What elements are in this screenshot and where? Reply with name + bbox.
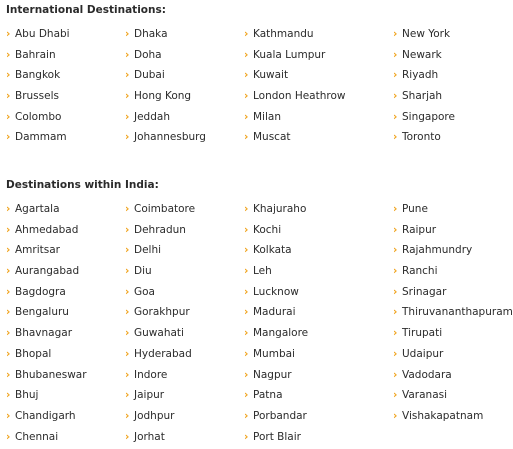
destination-link[interactable] — [6, 67, 70, 88]
chevron-right-icon: › — [6, 265, 11, 278]
destination-label: Sharjah — [402, 90, 443, 103]
chevron-right-icon: › — [6, 223, 11, 236]
destination-label: Gorakhpur — [134, 306, 190, 319]
destination-label: Ranchi — [402, 265, 438, 278]
chevron-right-icon: › — [393, 223, 398, 236]
chevron-right-icon: › — [244, 409, 249, 422]
destination-link[interactable] — [6, 26, 70, 47]
destination-link[interactable] — [125, 429, 195, 449]
destination-link[interactable] — [393, 26, 455, 47]
destination-link[interactable] — [125, 284, 195, 305]
chevron-right-icon: › — [244, 69, 249, 82]
chevron-right-icon: › — [393, 90, 398, 103]
destination-label: Riyadh — [402, 69, 439, 82]
chevron-right-icon: › — [125, 110, 130, 123]
destination-label: Delhi — [134, 244, 162, 257]
destination-label: Bhavnagar — [15, 327, 73, 340]
destination-link[interactable] — [125, 222, 195, 243]
destination-label: Jaipur — [134, 389, 165, 402]
destination-link[interactable] — [125, 325, 195, 346]
india-column-4 — [393, 201, 513, 429]
destination-label: Tirupati — [402, 327, 443, 340]
destination-link[interactable] — [125, 47, 206, 68]
destination-label: Bengaluru — [15, 306, 69, 319]
destination-link[interactable] — [6, 325, 87, 346]
chevron-right-icon: › — [6, 285, 11, 298]
destination-label: Dhaka — [134, 28, 168, 40]
destination-link[interactable] — [6, 201, 87, 222]
destination-label: Patna — [253, 389, 283, 402]
destination-label: Nagpur — [253, 368, 292, 381]
destination-link[interactable] — [125, 387, 195, 408]
destination-link[interactable] — [125, 88, 206, 109]
destination-label: Guwahati — [134, 327, 184, 340]
chevron-right-icon: › — [393, 409, 398, 422]
destination-label: Amritsar — [15, 244, 60, 257]
destination-label: Kathmandu — [253, 28, 314, 40]
chevron-right-icon: › — [244, 306, 249, 319]
destination-link[interactable] — [244, 346, 308, 367]
destination-label: Agartala — [15, 203, 60, 215]
destination-label: Bhuj — [15, 389, 39, 402]
destination-link[interactable] — [393, 325, 513, 346]
destination-link[interactable] — [244, 67, 346, 88]
destination-label: Bahrain — [15, 48, 56, 61]
destination-label: Srinagar — [402, 285, 447, 298]
destination-link[interactable] — [244, 304, 308, 325]
destination-label: Dammam — [15, 131, 67, 144]
destination-label: Goa — [134, 285, 155, 298]
chevron-right-icon: › — [244, 389, 249, 402]
destination-link[interactable] — [244, 263, 308, 284]
destination-link[interactable] — [125, 67, 206, 88]
india-destinations-heading: Destinations within India: — [6, 179, 159, 191]
chevron-right-icon: › — [6, 110, 11, 123]
chevron-right-icon: › — [125, 430, 130, 443]
chevron-right-icon: › — [244, 28, 249, 40]
destination-label: Muscat — [253, 131, 291, 144]
chevron-right-icon: › — [125, 28, 130, 40]
destination-label: Milan — [253, 110, 281, 123]
chevron-right-icon: › — [393, 131, 398, 144]
chevron-right-icon: › — [6, 69, 11, 82]
chevron-right-icon: › — [244, 347, 249, 360]
chevron-right-icon: › — [244, 244, 249, 257]
destination-label: Leh — [253, 265, 272, 278]
chevron-right-icon: › — [244, 327, 249, 340]
chevron-right-icon: › — [125, 69, 130, 82]
international-destinations-heading: International Destinations: — [6, 4, 166, 16]
destination-label: Kolkata — [253, 244, 292, 257]
destination-label: Varanasi — [402, 389, 448, 402]
destination-link[interactable] — [6, 346, 87, 367]
chevron-right-icon: › — [125, 368, 130, 381]
destination-link[interactable] — [244, 26, 346, 47]
international-column-3 — [244, 26, 346, 150]
chevron-right-icon: › — [6, 203, 11, 215]
international-column-2 — [125, 26, 206, 150]
chevron-right-icon: › — [393, 285, 398, 298]
chevron-right-icon: › — [393, 306, 398, 319]
destination-label: Jodhpur — [134, 409, 175, 422]
destination-label: Colombo — [15, 110, 62, 123]
destination-link[interactable] — [244, 201, 308, 222]
destination-link[interactable] — [6, 263, 87, 284]
destination-link[interactable] — [125, 242, 195, 263]
destination-link[interactable] — [6, 242, 87, 263]
destination-label: Diu — [134, 265, 152, 278]
destination-link[interactable] — [244, 47, 346, 68]
destination-link[interactable] — [6, 429, 87, 449]
chevron-right-icon: › — [393, 327, 398, 340]
destination-link[interactable] — [125, 109, 206, 130]
destination-label: Chennai — [15, 430, 59, 443]
chevron-right-icon: › — [6, 306, 11, 319]
chevron-right-icon: › — [244, 265, 249, 278]
chevron-right-icon: › — [244, 203, 249, 215]
chevron-right-icon: › — [125, 285, 130, 298]
destination-link[interactable] — [6, 88, 70, 109]
destination-label: Thiruvananthapuram — [402, 306, 513, 319]
chevron-right-icon: › — [125, 347, 130, 360]
chevron-right-icon: › — [125, 327, 130, 340]
chevron-right-icon: › — [393, 347, 398, 360]
destination-link[interactable] — [393, 284, 513, 305]
destination-link[interactable] — [125, 263, 195, 284]
destination-link[interactable] — [244, 408, 308, 429]
chevron-right-icon: › — [125, 389, 130, 402]
destination-link[interactable] — [393, 408, 513, 429]
destination-label: Abu Dhabi — [15, 28, 70, 40]
destination-link[interactable] — [125, 367, 195, 388]
destination-label: Madurai — [253, 306, 296, 319]
chevron-right-icon: › — [244, 223, 249, 236]
chevron-right-icon: › — [6, 409, 11, 422]
destination-link[interactable] — [393, 387, 513, 408]
destination-label: Hyderabad — [134, 347, 192, 360]
chevron-right-icon: › — [6, 389, 11, 402]
international-column-4 — [393, 26, 455, 150]
destination-label: Khajuraho — [253, 203, 307, 215]
destination-link[interactable] — [244, 367, 308, 388]
chevron-right-icon: › — [244, 48, 249, 61]
india-column-2 — [125, 201, 195, 449]
destination-label: Kuala Lumpur — [253, 48, 326, 61]
destination-link[interactable] — [6, 284, 87, 305]
destination-label: Johannesburg — [134, 131, 206, 144]
destination-link[interactable] — [244, 284, 308, 305]
destination-label: Singapore — [402, 110, 455, 123]
chevron-right-icon: › — [393, 110, 398, 123]
chevron-right-icon: › — [244, 110, 249, 123]
destination-link[interactable] — [125, 201, 195, 222]
destination-label: Vadodara — [402, 368, 452, 381]
destination-label: Mangalore — [253, 327, 309, 340]
chevron-right-icon: › — [393, 69, 398, 82]
destination-label: Bangkok — [15, 69, 61, 82]
destination-link[interactable] — [393, 201, 513, 222]
destination-label: Dubai — [134, 69, 165, 82]
destination-link[interactable] — [393, 88, 455, 109]
destination-link[interactable] — [6, 222, 87, 243]
chevron-right-icon: › — [6, 347, 11, 360]
destination-link[interactable] — [244, 129, 346, 150]
chevron-right-icon: › — [6, 368, 11, 381]
chevron-right-icon: › — [125, 265, 130, 278]
destination-link[interactable] — [6, 387, 87, 408]
destination-label: Toronto — [402, 131, 441, 144]
destination-link[interactable] — [125, 304, 195, 325]
destination-link[interactable] — [6, 367, 87, 388]
destination-link[interactable] — [393, 222, 513, 243]
destination-label: New York — [402, 28, 451, 40]
destination-link[interactable] — [125, 26, 206, 47]
destination-link[interactable] — [6, 408, 87, 429]
destination-link[interactable] — [6, 109, 70, 130]
destination-link[interactable] — [393, 109, 455, 130]
destination-link[interactable] — [393, 346, 513, 367]
india-column-1 — [6, 201, 87, 449]
destination-label: Vishakapatnam — [402, 409, 484, 422]
destination-label: Lucknow — [253, 285, 299, 298]
chevron-right-icon: › — [6, 327, 11, 340]
destination-label: Rajahmundry — [402, 244, 473, 257]
chevron-right-icon: › — [125, 90, 130, 103]
destination-link[interactable] — [125, 408, 195, 429]
destination-link[interactable] — [393, 263, 513, 284]
destination-label: Mumbai — [253, 347, 295, 360]
chevron-right-icon: › — [393, 389, 398, 402]
international-column-1 — [6, 26, 70, 150]
chevron-right-icon: › — [125, 203, 130, 215]
india-column-3 — [244, 201, 308, 449]
destination-link[interactable] — [393, 304, 513, 325]
destination-label: Port Blair — [253, 430, 301, 443]
chevron-right-icon: › — [6, 244, 11, 257]
destination-link[interactable] — [125, 346, 195, 367]
chevron-right-icon: › — [244, 430, 249, 443]
destination-link[interactable] — [244, 429, 308, 449]
destination-link[interactable] — [244, 222, 308, 243]
chevron-right-icon: › — [125, 244, 130, 257]
chevron-right-icon: › — [244, 368, 249, 381]
chevron-right-icon: › — [393, 244, 398, 257]
chevron-right-icon: › — [125, 409, 130, 422]
destination-link[interactable] — [244, 387, 308, 408]
destination-link[interactable] — [6, 47, 70, 68]
destination-label: Bhopal — [15, 347, 52, 360]
chevron-right-icon: › — [393, 265, 398, 278]
destination-label: Jeddah — [134, 110, 170, 123]
destination-label: Udaipur — [402, 347, 444, 360]
destination-label: Bhubaneswar — [15, 368, 87, 381]
destination-link[interactable] — [393, 242, 513, 263]
destination-link[interactable] — [6, 304, 87, 325]
chevron-right-icon: › — [393, 368, 398, 381]
destination-label: Aurangabad — [15, 265, 80, 278]
destination-label: Raipur — [402, 223, 437, 236]
chevron-right-icon: › — [125, 48, 130, 61]
destination-label: Coimbatore — [134, 203, 196, 215]
destination-label: Jorhat — [134, 430, 165, 443]
destination-label: Chandigarh — [15, 409, 76, 422]
destination-label: Pune — [402, 203, 428, 215]
destination-label: Kochi — [253, 223, 282, 236]
destination-link[interactable] — [393, 67, 455, 88]
destination-label: Doha — [134, 48, 162, 61]
destination-label: Ahmedabad — [15, 223, 79, 236]
chevron-right-icon: › — [244, 131, 249, 144]
chevron-right-icon: › — [244, 285, 249, 298]
chevron-right-icon: › — [393, 28, 398, 40]
chevron-right-icon: › — [6, 28, 11, 40]
destination-link[interactable] — [244, 88, 346, 109]
chevron-right-icon: › — [6, 90, 11, 103]
destination-label: London Heathrow — [253, 90, 346, 103]
destination-label: Indore — [134, 368, 168, 381]
chevron-right-icon: › — [125, 223, 130, 236]
destination-link[interactable] — [393, 47, 455, 68]
destination-link[interactable] — [393, 367, 513, 388]
destination-link[interactable] — [244, 109, 346, 130]
destination-label: Kuwait — [253, 69, 289, 82]
destination-label: Hong Kong — [134, 90, 192, 103]
chevron-right-icon: › — [393, 203, 398, 215]
chevron-right-icon: › — [244, 90, 249, 103]
destination-label: Bagdogra — [15, 285, 66, 298]
chevron-right-icon: › — [393, 48, 398, 61]
destination-link[interactable] — [6, 129, 70, 150]
destination-link[interactable] — [244, 325, 308, 346]
destination-label: Dehradun — [134, 223, 186, 236]
chevron-right-icon: › — [125, 131, 130, 144]
destination-label: Porbandar — [253, 409, 307, 422]
destination-label: Brussels — [15, 90, 59, 103]
chevron-right-icon: › — [6, 131, 11, 144]
destination-label: Newark — [402, 48, 442, 61]
chevron-right-icon: › — [125, 306, 130, 319]
chevron-right-icon: › — [6, 430, 11, 443]
destination-link[interactable] — [125, 129, 206, 150]
chevron-right-icon: › — [6, 48, 11, 61]
destination-link[interactable] — [244, 242, 308, 263]
destination-link[interactable] — [393, 129, 455, 150]
